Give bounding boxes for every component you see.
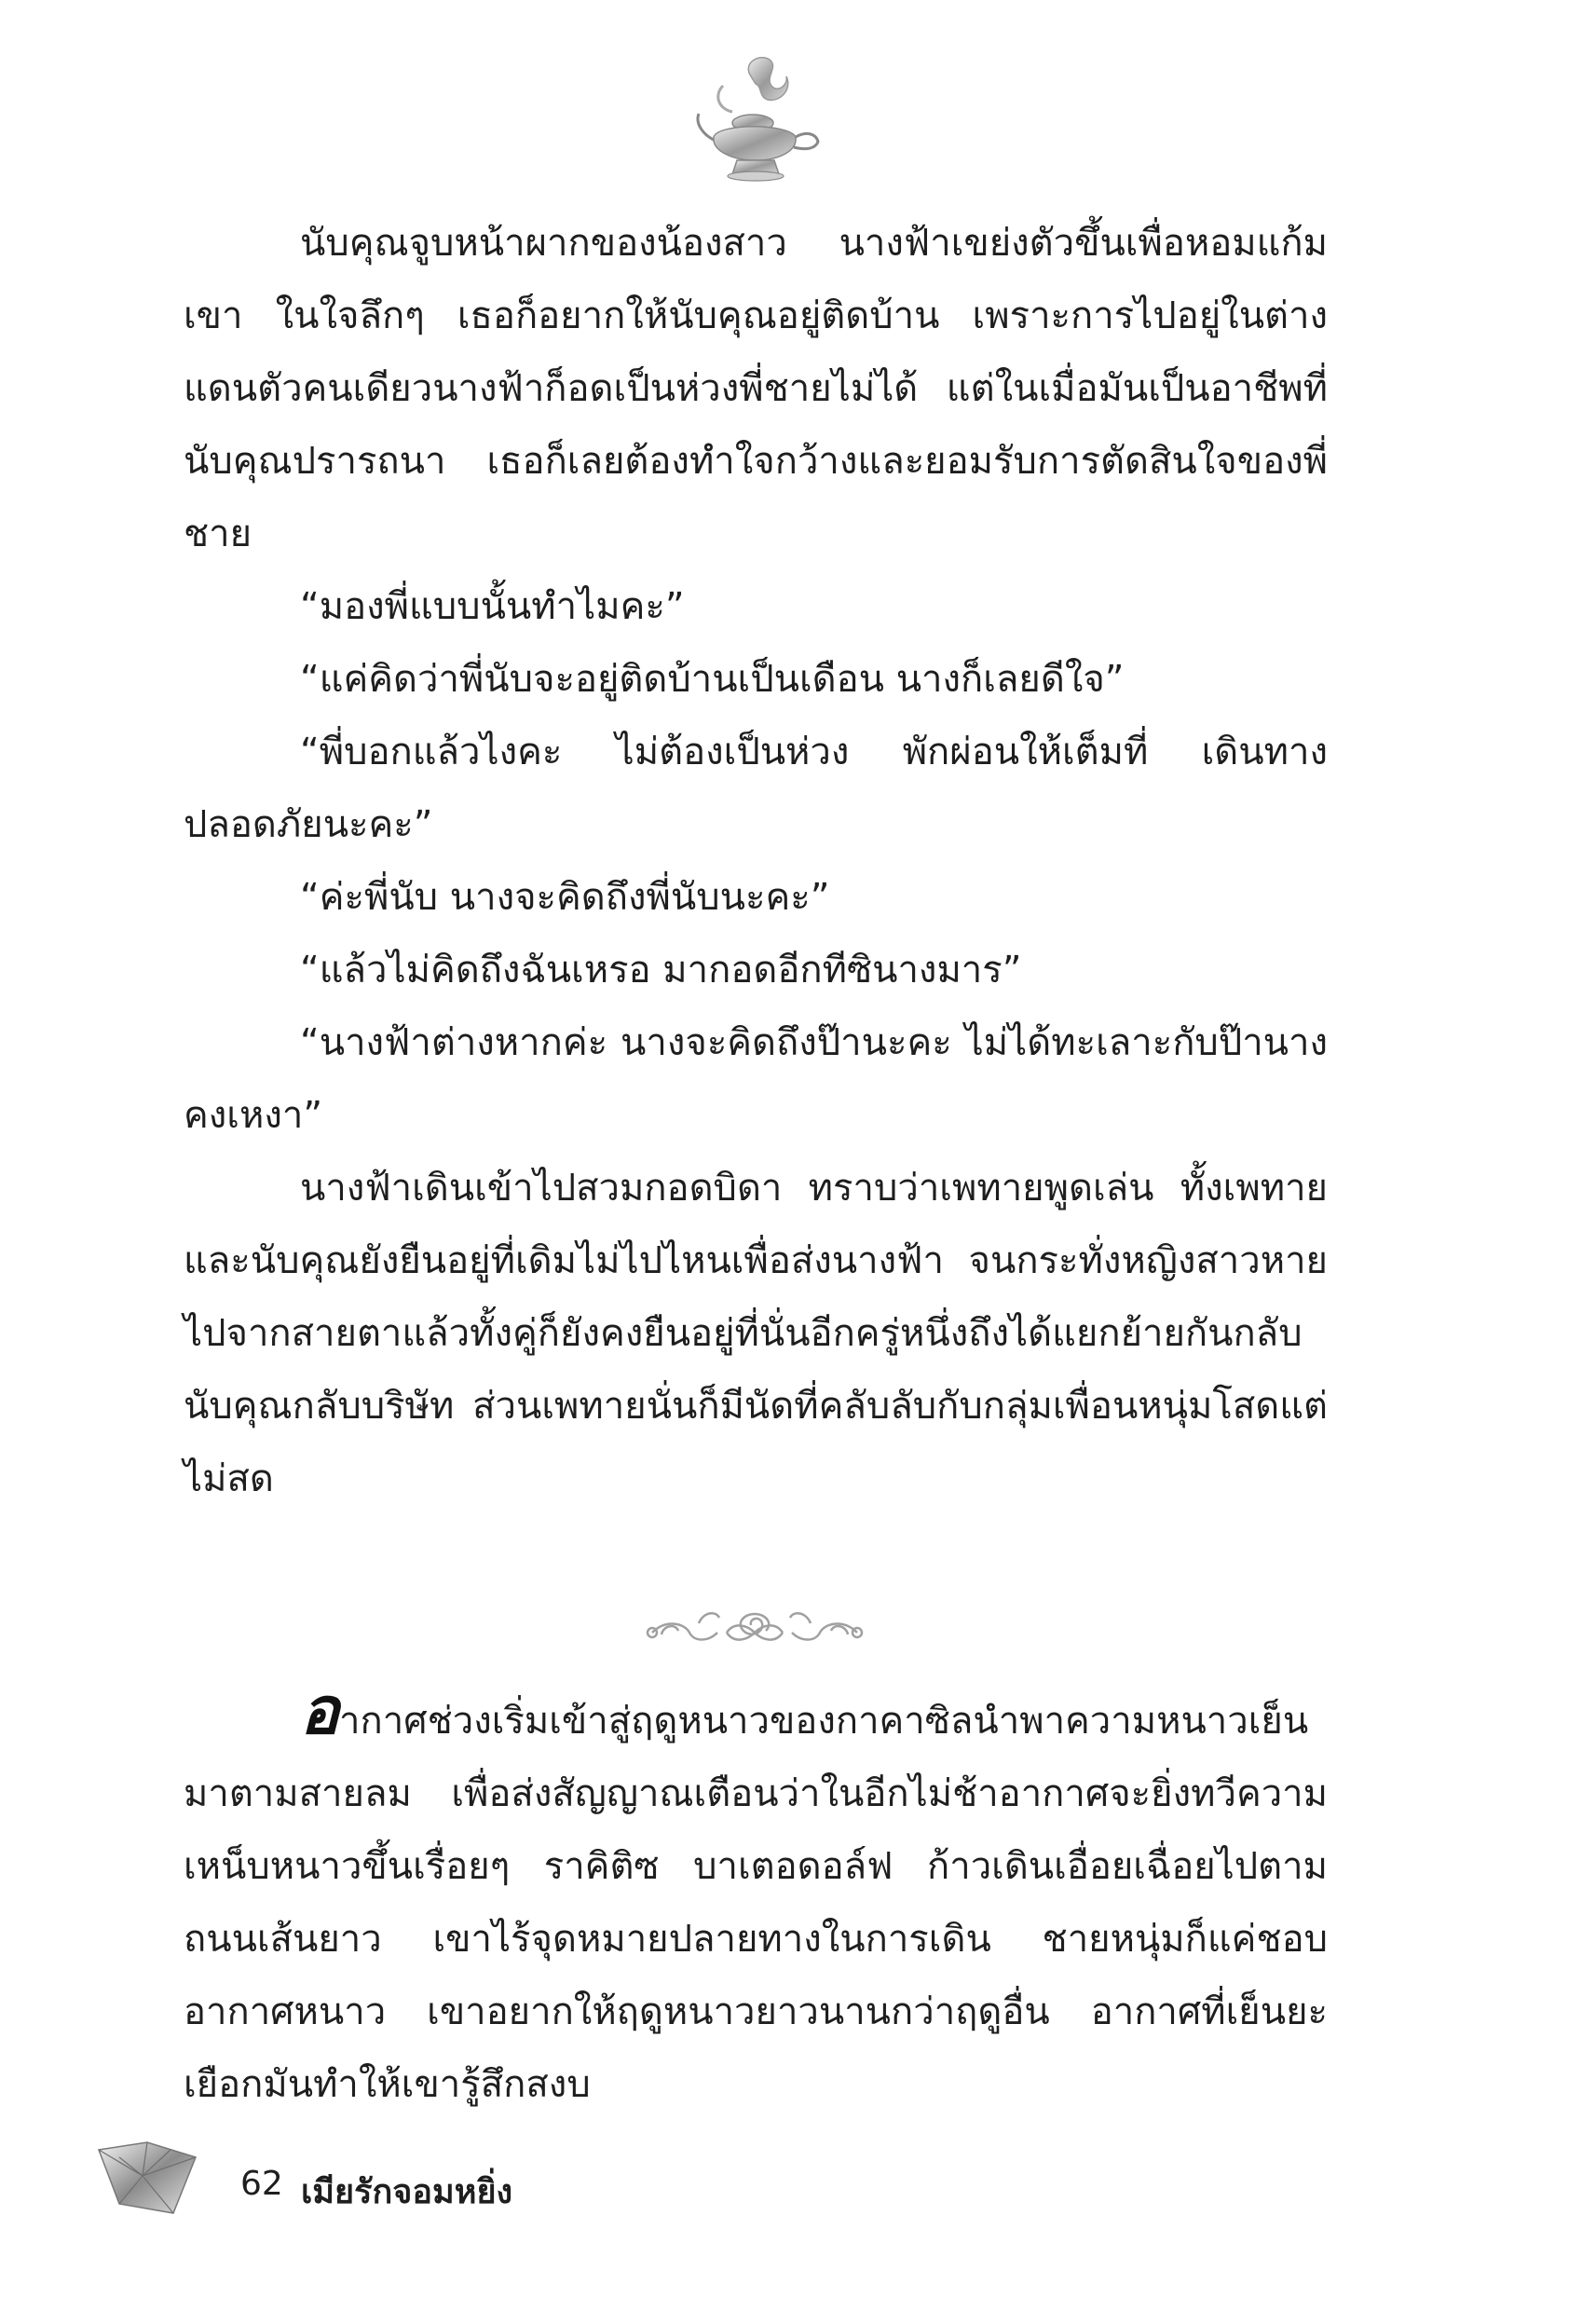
book-title: เมียรักจอมหยิ่ง <box>301 2173 513 2211</box>
page-number: 62 <box>240 2165 283 2203</box>
paragraph-2: นางฟ้าเดินเข้าไปสวมกอดบิดา ทราบว่าเพทายพูดเล่น ทั้งเพทายและนับคุณยังยืนอยู่ที่เดิมไม่ไปไหนเพื่อส่งนางฟ้า จนกระทั่งหญิงสาวหายไปจากสายตาแล้วทั้งคู่ก็ยังคงยืนอยู่ที่นั่นอีกครู่หนึ่งถึงได้แยกย้ายกันกลับ นับคุณกลับบริษัท ส่วนเพทายนั่นก็มีนัดที่คลับลับกับกลุ่มเพื่อนหนุ่มโสดแต่ไม่สด <box>184 1167 1328 1500</box>
body-text <box>184 207 1328 1515</box>
ornamental-divider-icon <box>634 1595 876 1661</box>
genie-lamp-icon <box>686 48 825 188</box>
paragraph-1: นับคุณจูบหน้าผากของน้องสาว นางฟ้าเขย่งตัวขึ้นเพื่อหอมแก้มเขา ในใจลึกๆ เธอก็อยากให้นับคุณอยู่ติดบ้าน เพราะการไปอยู่ในต่างแดนตัวคนเดียวนางฟ้าก็อดเป็นห่วงพี่ชายไม่ได้ แต่ในเมื่อมันเป็นอาชีพที่นับคุณปรารถนา เธอก็เลยต้องทำใจกว้างและยอมรับการตัดสินใจของพี่ชาย <box>184 222 1328 555</box>
page-footer <box>91 2139 743 2241</box>
section-two-paragraph <box>184 1673 1328 2121</box>
diamond-icon <box>91 2139 203 2222</box>
dialogue-1: “มองพี่แบบนั้นทำไมคะ” <box>300 585 685 628</box>
dialogue-5: “แล้วไม่คิดถึงฉันเหรอ มากอดอีกทีซินางมาร” <box>300 949 1022 991</box>
dialogue-3: “พี่บอกแล้วไงคะ ไม่ต้องเป็นห่วง พักผ่อนให้เต็มที่ เดินทางปลอดภัยนะคะ” <box>184 731 1328 846</box>
section-two-body: ากาศช่วงเริ่มเข้าสู่ฤดูหนาวของกาคาซิลนำพาความหนาวเย็นมาตามสายลม เพื่อส่งสัญญาณเตือนว่าในอีกไม่ช้าอากาศจะยิ่งทวีความเหน็บหนาวขึ้นเรื่อยๆ ราคิติซ บาเตอดอล์ฟ ก้าวเดินเอื่อยเฉื่อยไปตามถนนเส้นยาว เขาไร้จุดหมายปลายทางในการเดิน ชายหนุ่มก็แค่ชอบอากาศหนาว เขาอยากให้ฤดูหนาวยาวนานกว่าฤดูอื่น อากาศที่เย็นยะเยือกมันทำให้เขารู้สึกสงบ <box>184 1700 1328 2106</box>
dialogue-2: “แค่คิดว่าพี่นับจะอยู่ติดบ้านเป็นเดือน นางก็เลยดีใจ” <box>300 658 1125 701</box>
dialogue-4: “ค่ะพี่นับ นางจะคิดถึงพี่นับนะคะ” <box>300 876 830 919</box>
section-two-text <box>184 1673 1328 2121</box>
drop-cap: อ <box>300 1673 340 1749</box>
dialogue-6: “นางฟ้าต่างหากค่ะ นางจะคิดถึงป๊านะคะ ไม่ได้ทะเลาะกับป๊านางคงเหงา” <box>184 1021 1328 1137</box>
